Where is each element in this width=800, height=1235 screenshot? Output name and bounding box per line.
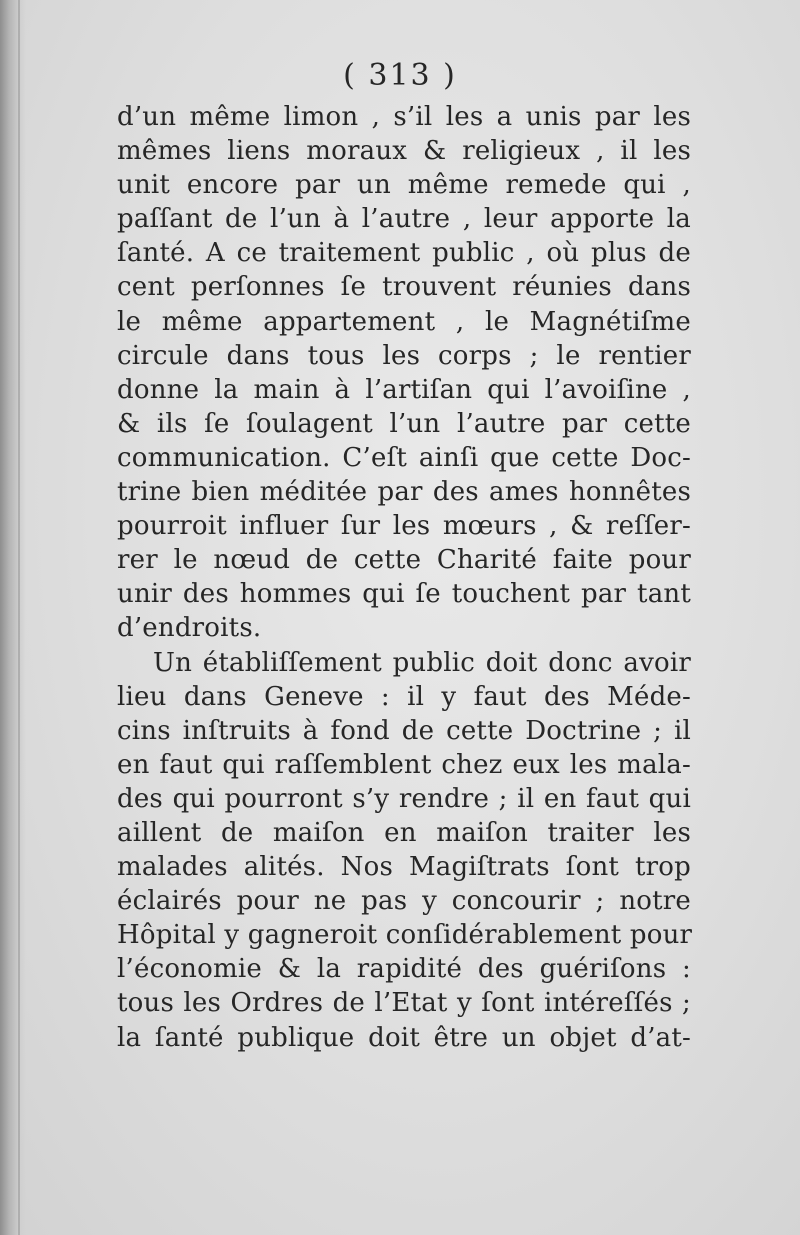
text-line: des qui pourront s’y rendre ; il en faut qui	[117, 783, 691, 814]
text-line: pourroit influer ſur les mœurs , & reſſer-	[117, 511, 691, 542]
text-line: éclairés pour ne pas y concourir ; notre	[117, 886, 691, 917]
text-line: en faut qui raſſemblent chez eux les mala-	[117, 749, 691, 780]
text-line: cins inſtruits à fond de cette Doctrine ; il	[117, 715, 691, 746]
text-line: malades alités. Nos Magiſtrats ſont trop	[117, 852, 691, 883]
text-line: trine bien méditée par des ames honnêtes	[117, 477, 691, 508]
text-line: le même appartement , le Magnétiſme	[117, 306, 691, 337]
text-line: communication. C’eſt ainſi que cette Doc-	[117, 442, 691, 473]
text-line: cent perſonnes ſe trouvent réunies dans	[117, 272, 691, 303]
body-text	[117, 100, 691, 1055]
text-line: unit encore par un même remede qui ,	[117, 170, 691, 201]
text-line: mêmes liens moraux & religieux , il les	[117, 136, 691, 167]
text-line: lieu dans Geneve : il y faut des Méde-	[117, 681, 691, 712]
text-line: unir des hommes qui ſe touchent par tant	[117, 579, 691, 610]
text-line: aillent de maiſon en maiſon traiter les	[117, 817, 691, 848]
page-edge-line	[18, 0, 20, 1235]
text-line: donne la main à l’artiſan qui l’avoiſine ,	[117, 374, 691, 405]
text-line: circule dans tous les corps ; le rentier	[117, 340, 691, 371]
text-line: rer le nœud de cette Charité faite pour	[117, 545, 691, 576]
text-line: Hôpital y gagneroit conſidérablement pour	[117, 920, 693, 951]
text-line: la ſanté publique doit être un objet d’at-	[117, 1022, 691, 1053]
text-line: d’endroits.	[117, 613, 262, 644]
text-line: & ils ſe ſoulagent l’un l’autre par cette	[117, 408, 691, 439]
text-line: l’économie & la rapidité des guériſons :	[117, 954, 691, 985]
page-number: ( 313 )	[343, 58, 457, 93]
text-line: ſanté. A ce traitement public , où plus de	[117, 238, 691, 269]
text-line: tous les Ordres de l’Etat y ſont intéreſſés ;	[117, 988, 691, 1019]
text-line: paſſant de l’un à l’autre , leur apporte la	[117, 204, 691, 235]
text-line: d’un même limon , s’il les a unis par les	[117, 102, 691, 132]
text-line: Un établiſſement public doit donc avoir	[153, 647, 691, 678]
page-gutter-shadow	[0, 0, 26, 1235]
